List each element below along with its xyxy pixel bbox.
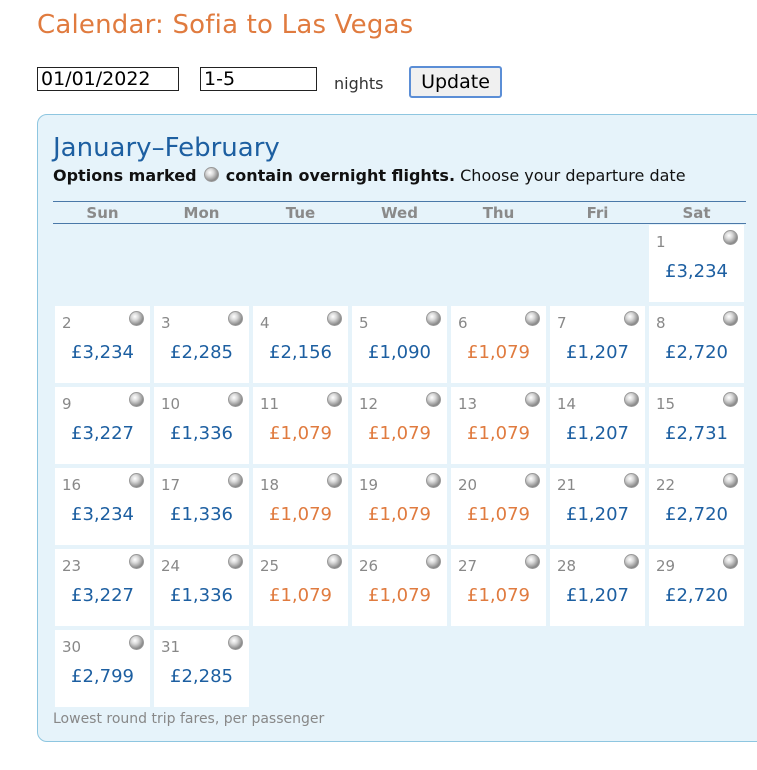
day-number: 1 [656,233,666,251]
day-number: 17 [161,476,181,494]
fare-price[interactable]: £1,079 [467,342,530,363]
day-number: 12 [359,395,379,413]
day-cell[interactable] [550,387,645,464]
day-number: 11 [260,395,280,413]
overnight-flight-icon [525,311,540,326]
nights-input[interactable] [200,67,317,91]
day-cell[interactable] [154,387,249,464]
day-cell[interactable] [154,306,249,383]
fare-price[interactable]: £1,090 [368,342,431,363]
day-cell[interactable] [55,630,150,707]
day-cell[interactable] [55,387,150,464]
overnight-flight-icon [228,392,243,407]
day-cell[interactable] [253,468,348,545]
day-cell[interactable] [253,387,348,464]
fare-price[interactable]: £1,336 [170,423,233,444]
weekday-thu: Thu [482,204,515,222]
weekday-mon: Mon [183,204,220,222]
day-cell[interactable] [352,387,447,464]
overnight-flight-icon [525,392,540,407]
overnight-flight-icon [426,473,441,488]
day-cell[interactable] [451,549,546,626]
day-number: 31 [161,638,181,656]
day-number: 8 [656,314,666,332]
fare-price[interactable]: £2,156 [269,342,332,363]
day-cell[interactable] [352,306,447,383]
overnight-flight-icon [327,554,342,569]
update-button[interactable]: Update [409,66,502,98]
overnight-flight-icon [525,473,540,488]
day-cell[interactable] [55,549,150,626]
fare-price[interactable]: £2,720 [665,585,728,606]
notice-text: Choose your departure date [460,166,686,185]
fare-price[interactable]: £1,079 [368,585,431,606]
fare-price[interactable]: £2,720 [665,504,728,525]
overnight-flight-icon [624,554,639,569]
departure-date-input[interactable] [37,67,179,91]
day-number: 27 [458,557,478,575]
overnight-flight-icon [204,167,219,182]
day-cell[interactable] [451,387,546,464]
overnight-flight-icon [426,392,441,407]
overnight-flight-icon [525,554,540,569]
fare-price[interactable]: £1,079 [368,504,431,525]
fare-price[interactable]: £1,079 [467,504,530,525]
overnight-flight-icon [228,311,243,326]
day-cell[interactable] [352,549,447,626]
day-cell[interactable] [154,630,249,707]
day-cell[interactable] [55,306,150,383]
day-number: 19 [359,476,379,494]
overnight-flight-icon [723,554,738,569]
day-cell[interactable] [649,549,744,626]
day-number: 5 [359,314,369,332]
day-number: 16 [62,476,82,494]
day-number: 14 [557,395,577,413]
overnight-flight-icon [624,392,639,407]
overnight-flight-icon [228,635,243,650]
fare-price[interactable]: £1,079 [467,423,530,444]
day-cell[interactable] [154,468,249,545]
day-cell[interactable] [649,468,744,545]
weekday-sat: Sat [682,204,711,222]
fare-footnote: Lowest round trip fares, per passenger [53,711,325,727]
day-number: 29 [656,557,676,575]
weekday-wed: Wed [381,204,418,222]
fare-price[interactable]: £1,079 [269,423,332,444]
fare-price[interactable]: £1,079 [368,423,431,444]
day-number: 23 [62,557,82,575]
day-cell[interactable] [55,468,150,545]
day-number: 24 [161,557,181,575]
fare-price[interactable]: £1,207 [566,504,629,525]
overnight-flight-icon [426,311,441,326]
nights-label: nights [334,74,384,93]
fare-price[interactable]: £1,207 [566,423,629,444]
overnight-flight-icon [327,392,342,407]
day-cell[interactable] [649,306,744,383]
overnight-flight-icon [129,635,144,650]
day-cell[interactable] [451,468,546,545]
overnight-flight-icon [327,311,342,326]
fare-price[interactable]: £1,079 [269,504,332,525]
fare-price[interactable]: £3,234 [665,261,728,282]
day-number: 30 [62,638,82,656]
overnight-flight-icon [624,473,639,488]
page-title: Calendar: Sofia to Las Vegas [37,10,414,40]
day-number: 6 [458,314,468,332]
day-cell[interactable] [550,549,645,626]
overnight-notice [53,166,686,185]
fare-price[interactable]: £1,336 [170,504,233,525]
fare-price[interactable]: £2,720 [665,342,728,363]
overnight-flight-icon [228,473,243,488]
day-number: 10 [161,395,181,413]
day-number: 28 [557,557,577,575]
overnight-flight-icon [129,473,144,488]
fare-price[interactable]: £2,799 [71,666,134,687]
fare-price[interactable]: £1,079 [269,585,332,606]
day-cell[interactable] [550,468,645,545]
day-cell[interactable] [649,225,744,302]
day-number: 18 [260,476,280,494]
day-cell[interactable] [451,306,546,383]
day-number: 20 [458,476,478,494]
weekday-header [53,201,746,224]
fare-price[interactable]: £1,207 [566,342,629,363]
day-cell[interactable] [154,549,249,626]
overnight-flight-icon [723,311,738,326]
overnight-flight-icon [723,392,738,407]
overnight-flight-icon [129,392,144,407]
day-cell[interactable] [253,549,348,626]
day-number: 2 [62,314,72,332]
fare-price[interactable]: £3,234 [71,342,134,363]
day-cell[interactable] [550,306,645,383]
fare-price[interactable]: £2,731 [665,423,728,444]
fare-price[interactable]: £3,234 [71,504,134,525]
day-cell[interactable] [352,468,447,545]
fare-price[interactable]: £1,079 [467,585,530,606]
notice-label: Options marked [53,166,197,185]
calendar-panel [37,114,757,742]
overnight-flight-icon [327,473,342,488]
fare-price[interactable]: £2,285 [170,666,233,687]
fare-price[interactable]: £2,285 [170,342,233,363]
overnight-flight-icon [723,230,738,245]
fare-price[interactable]: £3,227 [71,423,134,444]
day-number: 21 [557,476,577,494]
day-cell[interactable] [649,387,744,464]
day-number: 7 [557,314,567,332]
fare-price[interactable]: £1,336 [170,585,233,606]
day-number: 4 [260,314,270,332]
overnight-flight-icon [426,554,441,569]
notice-label-2: contain overnight flights. [225,166,456,185]
day-cell[interactable] [253,306,348,383]
day-number: 13 [458,395,478,413]
day-number: 9 [62,395,72,413]
overnight-flight-icon [129,554,144,569]
day-number: 15 [656,395,676,413]
weekday-sun: Sun [86,204,119,222]
overnight-flight-icon [723,473,738,488]
day-number: 22 [656,476,676,494]
day-number: 3 [161,314,171,332]
day-number: 26 [359,557,379,575]
overnight-flight-icon [228,554,243,569]
month-title: January–February [53,133,280,163]
weekday-fri: Fri [586,204,609,222]
day-number: 25 [260,557,280,575]
overnight-flight-icon [624,311,639,326]
weekday-tue: Tue [285,204,316,222]
fare-price[interactable]: £3,227 [71,585,134,606]
fare-price[interactable]: £1,207 [566,585,629,606]
overnight-flight-icon [129,311,144,326]
